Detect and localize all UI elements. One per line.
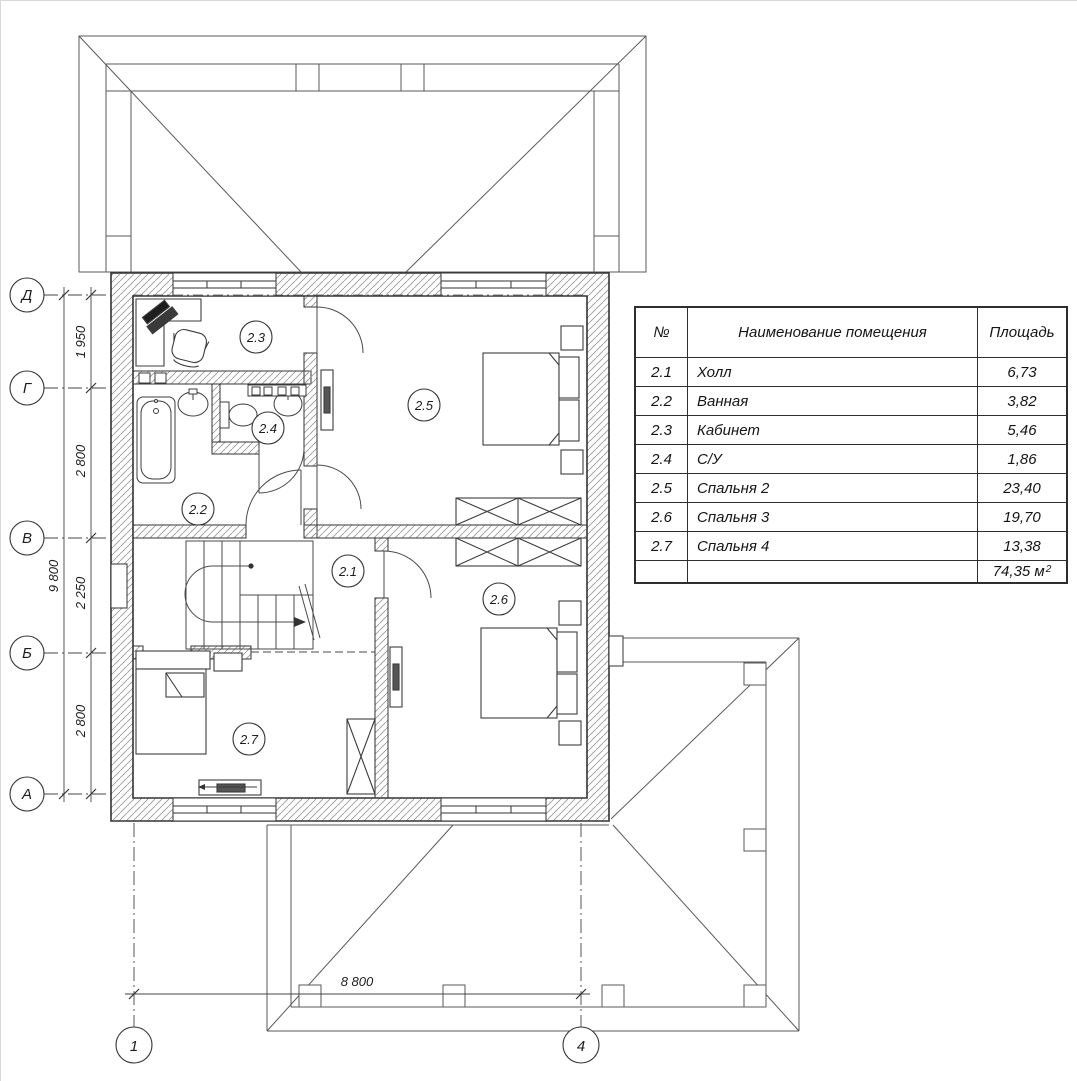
room-label-2-5: 2.5 (414, 398, 434, 413)
schedule-row-num: 2.1 (636, 358, 688, 387)
bed-bedroom4 (136, 651, 242, 754)
radiator-bedroom2 (321, 370, 333, 430)
right-wall-duct (609, 636, 623, 666)
room-label-2-4: 2.4 (258, 421, 278, 436)
schedule-row-area: 1,86 (978, 445, 1066, 474)
axis-label-g: Г (22, 380, 32, 397)
left-axis-texts (20, 287, 88, 803)
schedule-row-num: 2.6 (636, 503, 688, 532)
dim-1950: 1 950 (73, 325, 88, 359)
schedule-row-name: Ванная (688, 387, 978, 416)
schedule-row-area: 6,73 (978, 358, 1066, 387)
schedule-row-name: Спальня 4 (688, 532, 978, 561)
wardrobe-bedroom3 (456, 538, 581, 566)
door-office-bedroom2 (317, 307, 363, 353)
stair-break-line (299, 586, 314, 640)
staircase (185, 541, 320, 649)
schedule-row-name: Кабинет (688, 416, 978, 445)
schedule-total-value: 74,35 м (992, 563, 1045, 580)
schedule-total-name-cell (688, 561, 978, 582)
room-label-2-1: 2.1 (338, 564, 358, 579)
axis-label-4: 4 (576, 1038, 586, 1055)
schedule-header-name: Наименование помещения (688, 308, 978, 358)
schedule-row-name: Спальня 3 (688, 503, 978, 532)
schedule-row-area: 3,82 (978, 387, 1066, 416)
bed-bedroom2 (483, 326, 583, 474)
dim-2250: 2 250 (73, 576, 88, 610)
window-top-left (173, 273, 276, 296)
room-label-2-2: 2.2 (188, 502, 208, 517)
axis-label-b: Б (22, 645, 32, 662)
schedule-header-num: № (636, 308, 688, 358)
door-hall-bedroom2 (317, 465, 361, 509)
schedule-row-num: 2.3 (636, 416, 688, 445)
schedule-total-area (978, 561, 1066, 582)
axis-label-v: В (21, 530, 33, 547)
roof-top (79, 36, 646, 272)
schedule-row-area: 13,38 (978, 532, 1066, 561)
schedule-row-name: Холл (688, 358, 978, 387)
room-label-2-3: 2.3 (246, 330, 266, 345)
bottom-axes (116, 823, 599, 1063)
schedule-row-num: 2.5 (636, 474, 688, 503)
schedule-row-area: 23,40 (978, 474, 1066, 503)
toilet (220, 402, 257, 428)
schedule-row-name: С/У (688, 445, 978, 474)
schedule-row-num: 2.4 (636, 445, 688, 474)
schedule-total-num-cell (636, 561, 688, 582)
sink-bathroom (178, 389, 208, 416)
schedule-total-sup: 2 (1045, 564, 1052, 575)
window-bottom-right (441, 798, 546, 821)
window-top-right (441, 273, 546, 296)
bottom-axis-texts (130, 974, 585, 1055)
office-chair (167, 327, 210, 370)
window-bottom-left (173, 798, 276, 821)
schedule-row-name: Спальня 2 (688, 474, 978, 503)
schedule-row-area: 5,46 (978, 416, 1066, 445)
dim-8800: 8 800 (340, 974, 374, 989)
room-label-2-6: 2.6 (489, 592, 509, 607)
schedule-row-area: 19,70 (978, 503, 1066, 532)
dim-2800-bottom: 2 800 (73, 704, 88, 738)
door-bedroom3 (384, 551, 431, 598)
dim-2800-top: 2 800 (73, 444, 88, 478)
schedule-header-area: Площадь (978, 308, 1066, 358)
radiator-bedroom4 (198, 780, 261, 795)
schedule-row-num: 2.7 (636, 532, 688, 561)
left-wall-niche (111, 564, 127, 608)
axis-label-a: А (21, 786, 33, 803)
axis-label-1: 1 (129, 1038, 139, 1055)
bed-bedroom3 (481, 601, 581, 745)
axis-label-d: Д (21, 287, 33, 304)
dim-9800: 9 800 (46, 559, 61, 593)
wardrobe-bedroom4 (347, 719, 375, 794)
room-label-2-7: 2.7 (239, 732, 259, 747)
schedule-table (634, 306, 1068, 584)
bathtub (137, 397, 175, 483)
schedule-row-num: 2.2 (636, 387, 688, 416)
radiator-bedroom3 (390, 647, 402, 707)
wardrobe-bedroom2 (456, 498, 581, 525)
